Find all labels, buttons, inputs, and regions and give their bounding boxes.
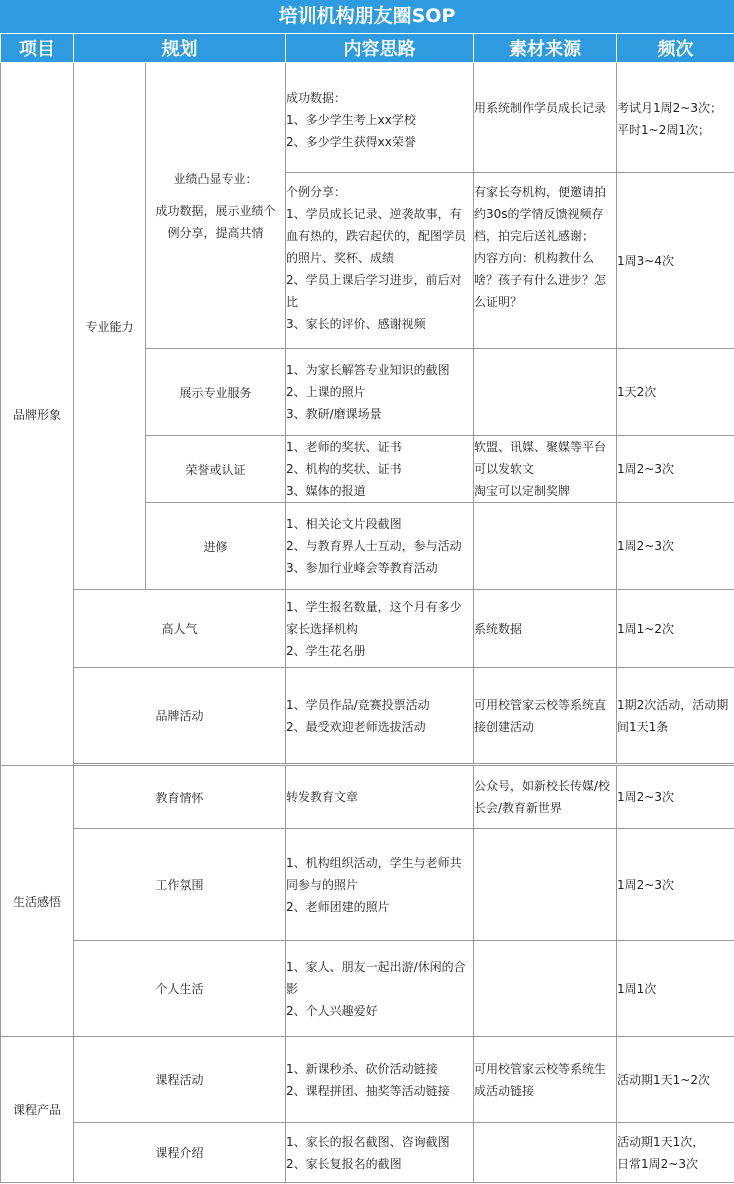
content-brand-activity [286,668,474,764]
content-study [286,503,474,590]
table-row [1,1123,734,1183]
content-course-info [286,1123,474,1183]
plan-honor: 荣誉或认证 [146,436,286,503]
content-line: 2、学员上课后学习进步，前后对比 [286,273,462,309]
content-line: 1、学生报名数量，这个月有多少家长选择机构 [286,599,462,636]
header-plan: 规划 [74,34,286,63]
content-success-data [286,63,474,173]
plan-achievement-title: 业绩凸显专业： [173,171,258,186]
plan-achievement [146,63,286,349]
content-course-activity [286,1037,474,1123]
freq-line: 考试月1周2~3次； [617,101,722,115]
content-atmosphere [286,829,474,941]
content-line: 1、家人、朋友一起出游/休闲的合影 [286,959,466,996]
content-line: 1、家长的报名截图、咨询截图 [286,1134,450,1149]
source-study [474,503,617,590]
freq-personal: 1周1次 [617,941,734,1037]
content-line: 1、相关论文片段截图 [286,517,402,531]
table-row [1,1037,734,1123]
source-case-share [474,173,617,349]
plan-brand-activity: 品牌活动 [74,668,286,764]
table-row [1,590,734,668]
plan-course-activity: 课程活动 [74,1037,286,1123]
source-success-data: 用系统制作学员成长记录 [474,63,617,173]
source-personal [474,941,617,1037]
freq-honor: 1周2~3次 [617,436,734,503]
plan-personal: 个人生活 [74,941,286,1037]
source-line: 软盟、讯媒、聚媒等平台可以发软文 [474,440,607,476]
content-line: 1、学员成长记录、逆袭故事，有血有热的，跌宕起伏的，配图学员的照片、奖杯、成绩 [286,207,467,265]
content-line: 1、学员作品/竞赛投票活动 [286,697,430,712]
content-line: 1、老师的奖状、证书 [286,440,402,454]
group-product: 课程产品 [1,1037,74,1183]
freq-line: 活动期1天1次， [617,1134,705,1149]
plan-popularity: 高人气 [74,590,286,668]
source-popularity: 系统数据 [474,590,617,668]
content-line: 个例分享： [286,185,347,199]
table-row [1,766,734,829]
source-line: 内容方向：机构教什么啥？孩子有什么进步？怎么证明？ [474,251,607,309]
header-frequency: 频次 [617,34,734,63]
source-course-info [474,1123,617,1183]
content-line: 2、多少学生获得xx荣誉 [286,135,416,149]
content-case-share [286,173,474,349]
sop-table [0,33,734,1183]
source-service [474,349,617,436]
table-row [1,63,734,173]
freq-service: 1天2次 [617,349,734,436]
content-line: 3、家长的评价、感谢视频 [286,317,426,331]
content-line: 2、与教育界人士互动，参与活动 [286,539,462,553]
plan-atmosphere: 工作氛围 [74,829,286,941]
table-row [1,668,734,764]
header-row [1,34,734,63]
freq-course-activity: 活动期1天1~2次 [617,1037,734,1123]
content-popularity [286,590,474,668]
group-life: 生活感悟 [1,766,74,1037]
table-row [1,829,734,941]
content-line: 2、上课的照片 [286,385,366,399]
group-brand: 品牌形象 [1,63,74,766]
plan-study: 进修 [146,503,286,590]
source-course-activity: 可用校管家云校等系统生成活动链接 [474,1037,617,1123]
content-line: 2、学生花名册 [286,643,366,658]
freq-success-data [617,63,734,173]
header-source: 素材来源 [474,34,617,63]
source-edu: 公众号，如新校长传媒/校长会/教育新世界 [474,766,617,829]
freq-case-share: 1周3~4次 [617,173,734,349]
content-honor [286,436,474,503]
content-edu: 转发教育文章 [286,766,474,829]
plan-achievement-desc: 成功数据，展示业绩个例分享，提高共情 [155,203,276,240]
freq-line: 平时1~2周1次； [617,123,710,137]
page-title: 培训机构朋友圈SOP [0,0,734,33]
plan-course-info: 课程介绍 [74,1123,286,1183]
freq-brand-activity: 1期2次活动，活动期间1天1条 [617,668,734,764]
source-line: 淘宝可以定制奖牌 [474,484,571,498]
source-honor [474,436,617,503]
content-line: 3、参加行业峰会等教育活动 [286,561,438,575]
content-personal [286,941,474,1037]
content-line: 成功数据： [286,91,347,105]
content-service [286,349,474,436]
content-line: 2、课程拼团、抽奖等活动链接 [286,1083,450,1098]
content-line: 1、多少学生考上xx学校 [286,113,416,127]
content-line: 2、最受欢迎老师选拔活动 [286,719,426,734]
source-line: 有家长夸机构，便邀请拍约30s的学情反馈视频存档，拍完后送礼感谢； [474,185,607,243]
content-line: 2、老师团建的照片 [286,899,390,914]
content-line: 2、家长复报名的截图 [286,1156,402,1171]
content-line: 3、教研/磨课场景 [286,407,382,421]
plan-service: 展示专业服务 [146,349,286,436]
plan-edu: 教育情怀 [74,766,286,829]
freq-atmosphere: 1周2~3次 [617,829,734,941]
freq-study: 1周2~3次 [617,503,734,590]
freq-line: 日常1周2~3次 [617,1156,698,1171]
subgroup-professional: 专业能力 [74,63,146,590]
content-line: 1、为家长解答专业知识的截图 [286,363,450,377]
content-line: 1、新课秒杀、砍价活动链接 [286,1061,438,1076]
table-row [1,941,734,1037]
content-line: 3、媒体的报道 [286,484,366,498]
header-project: 项目 [1,34,74,63]
content-line: 2、机构的奖状、证书 [286,462,402,476]
freq-popularity: 1周1~2次 [617,590,734,668]
source-atmosphere [474,829,617,941]
content-line: 2、个人兴趣爱好 [286,1003,378,1018]
header-content: 内容思路 [286,34,474,63]
freq-edu: 1周2~3次 [617,766,734,829]
content-line: 1、机构组织活动，学生与老师共同参与的照片 [286,855,462,892]
source-brand-activity: 可用校管家云校等系统直接创建活动 [474,668,617,764]
freq-course-info [617,1123,734,1183]
